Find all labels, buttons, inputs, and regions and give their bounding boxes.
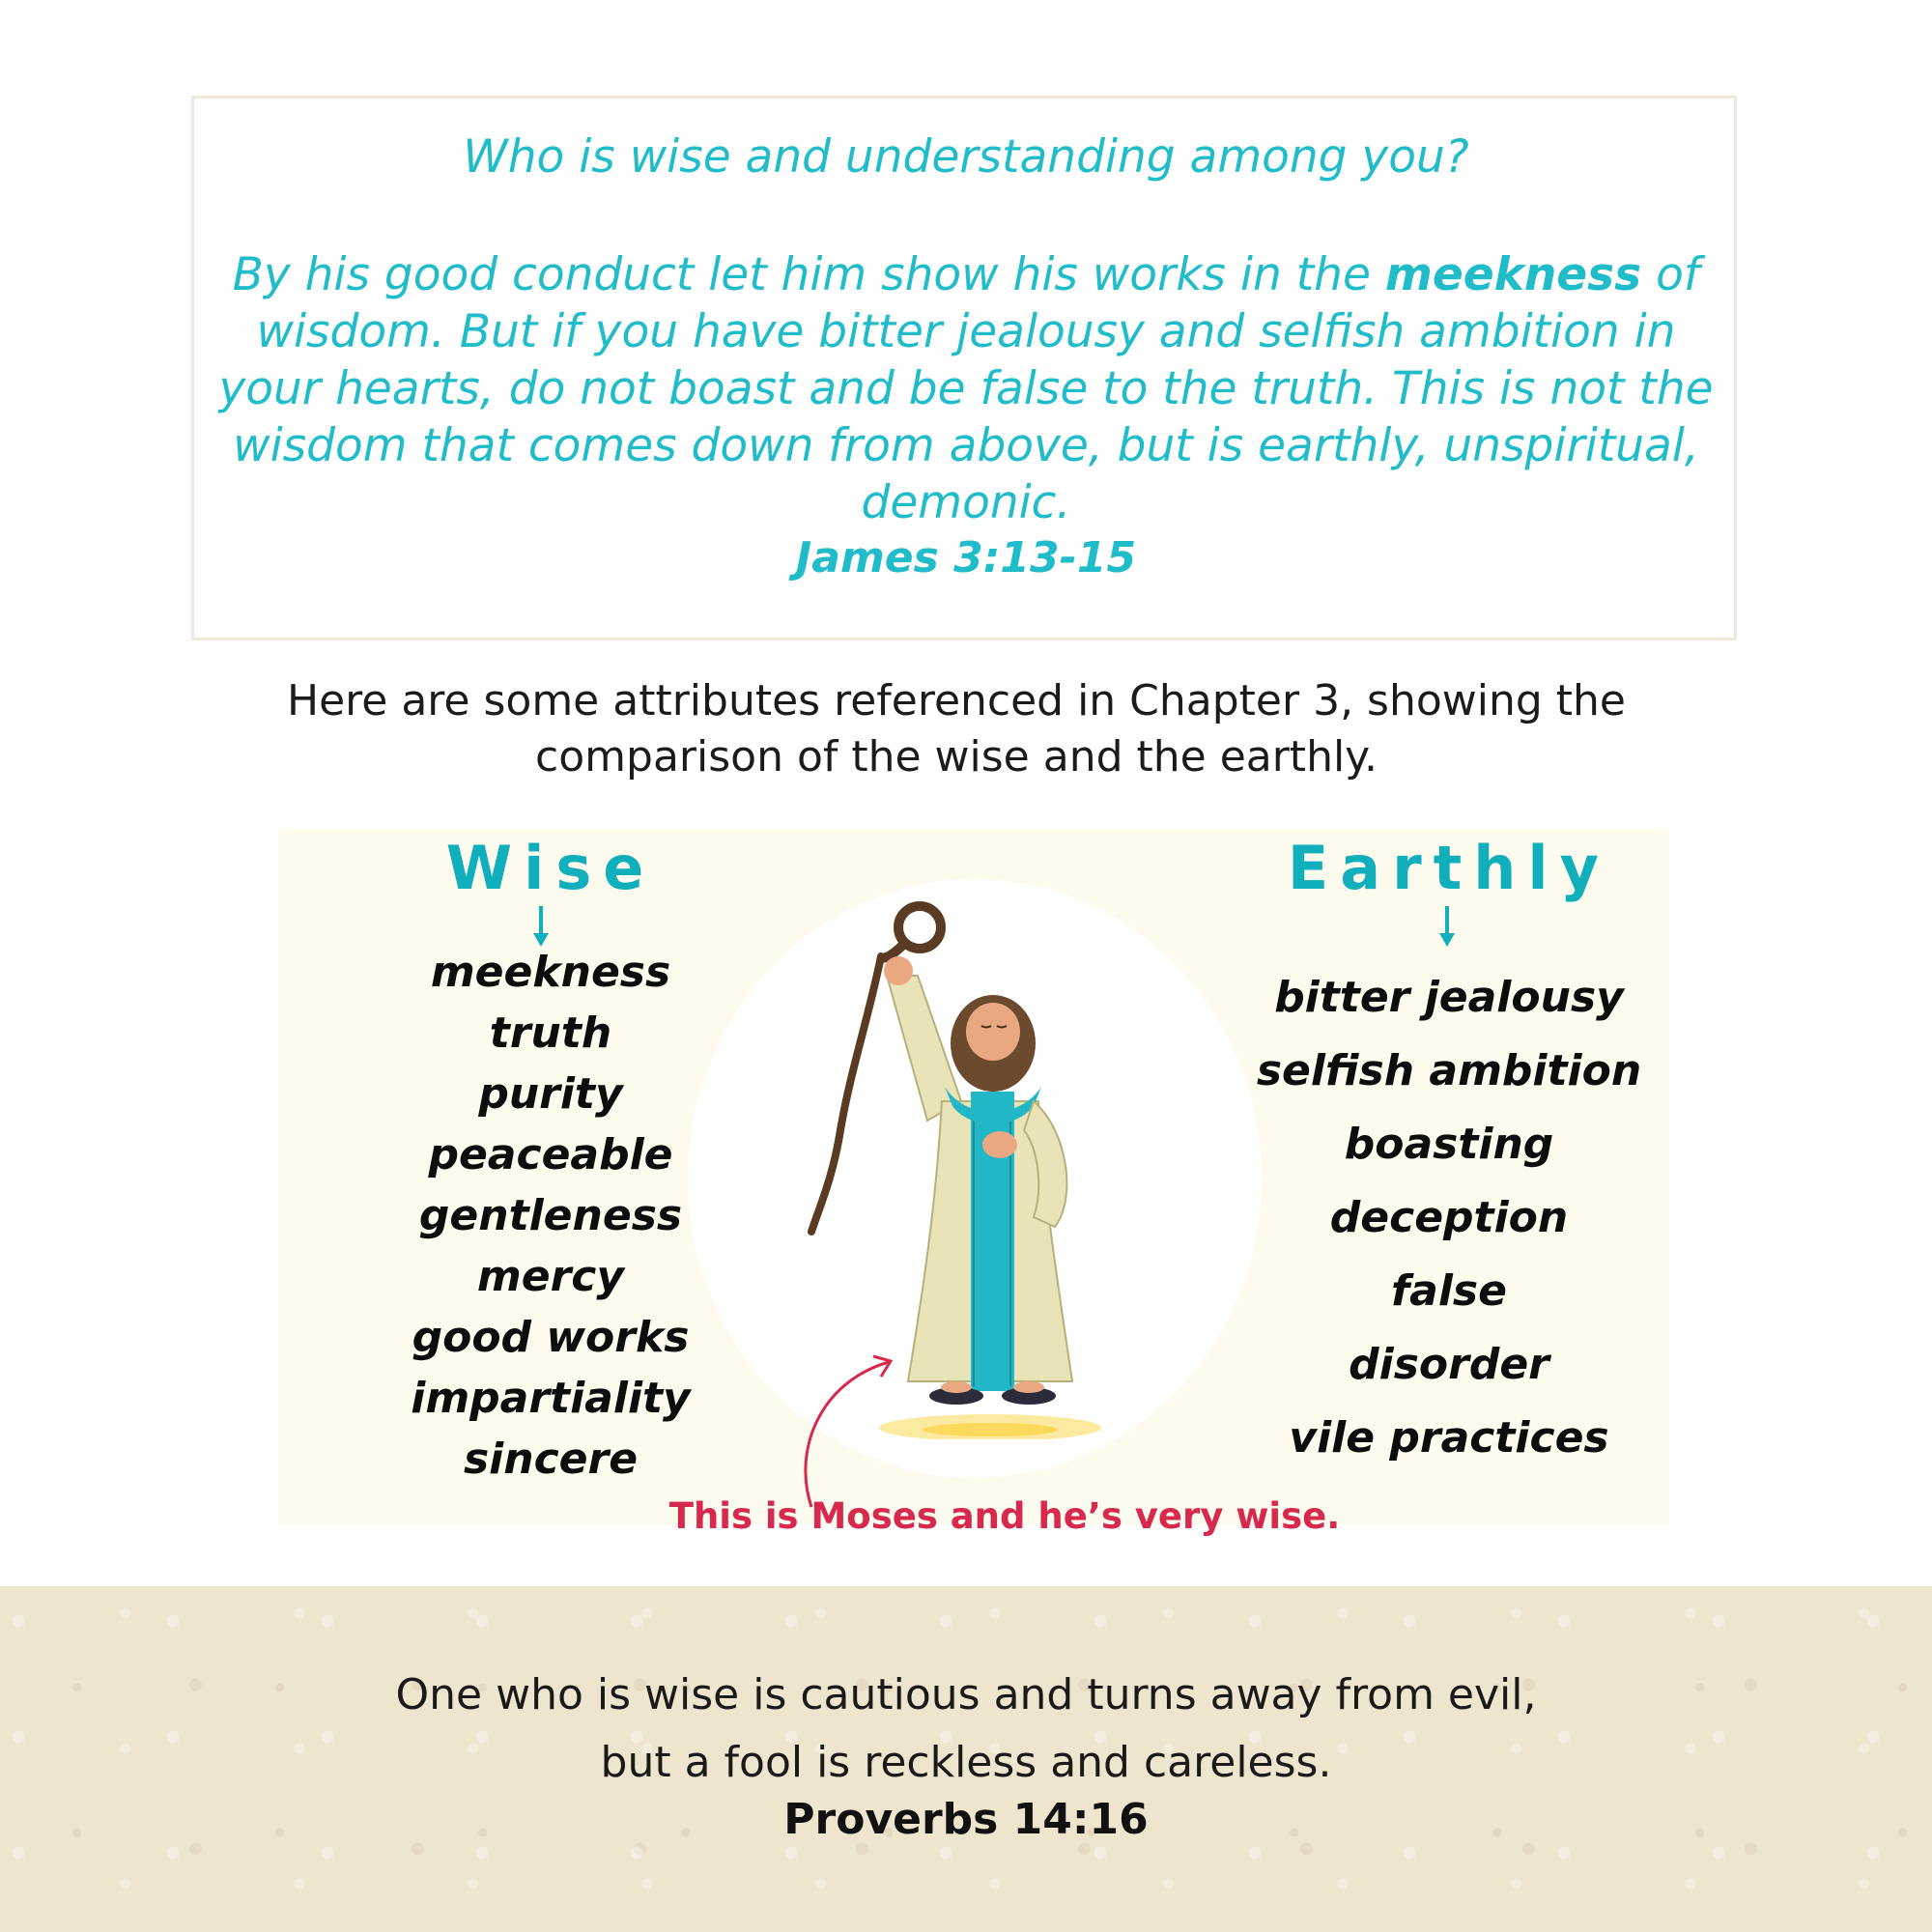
wise-heading: Wise	[445, 833, 656, 903]
list-item: deception	[1329, 1193, 1569, 1242]
wise-list	[386, 942, 715, 1490]
verse-body	[217, 246, 1715, 531]
verse-body-after: of wisdom. But if you have bitter jealousy and selfish ambition in your hearts, do not boast and be false to the truth. This is not the wisdom that comes down from above, but is earthly, unspiritual, demonic.	[218, 248, 1714, 529]
list-item: boasting	[1344, 1120, 1554, 1169]
moses-caption: This is Moses and he’s very wise.	[668, 1495, 1341, 1537]
proverb-reference: Proverbs 14:16	[783, 1795, 1149, 1844]
earthly-heading: Earthly	[1287, 833, 1611, 903]
list-item: sincere	[463, 1435, 639, 1484]
list-item: mercy	[476, 1252, 625, 1301]
list-item: vile practices	[1289, 1413, 1609, 1463]
intro-text: Here are some attributes referenced in Chapter 3, showing the comparison of the wise and the earthly.	[287, 676, 1626, 781]
list-item: false	[1391, 1266, 1507, 1316]
proverb-text	[290, 1662, 1642, 1797]
list-item: purity	[478, 1069, 623, 1119]
proverb-line-2: but a fool is reckless and careless.	[600, 1738, 1332, 1787]
earthly-list	[1236, 961, 1662, 1475]
list-item: gentleness	[418, 1191, 683, 1240]
verse-body-before: By his good conduct let him show his works in the	[232, 248, 1385, 301]
list-item: disorder	[1349, 1340, 1549, 1389]
pointer-arrow-icon	[792, 1343, 898, 1512]
list-item: peaceable	[428, 1130, 673, 1179]
list-item: good works	[412, 1313, 690, 1362]
verse-question: Who is wise and understanding among you?	[463, 130, 1469, 184]
list-item: truth	[489, 1009, 612, 1058]
list-item: impartiality	[411, 1374, 691, 1423]
verse-emphasis: meekness	[1384, 248, 1642, 301]
list-item: bitter jealousy	[1274, 973, 1624, 1022]
proverb-line-1: One who is wise is cautious and turns away from evil,	[395, 1670, 1537, 1719]
list-item: meekness	[430, 948, 671, 997]
list-item: selfish ambition	[1256, 1046, 1642, 1095]
verse-reference: James 3:13-15	[795, 533, 1137, 582]
earthly-arrow-icon	[1437, 906, 1457, 949]
